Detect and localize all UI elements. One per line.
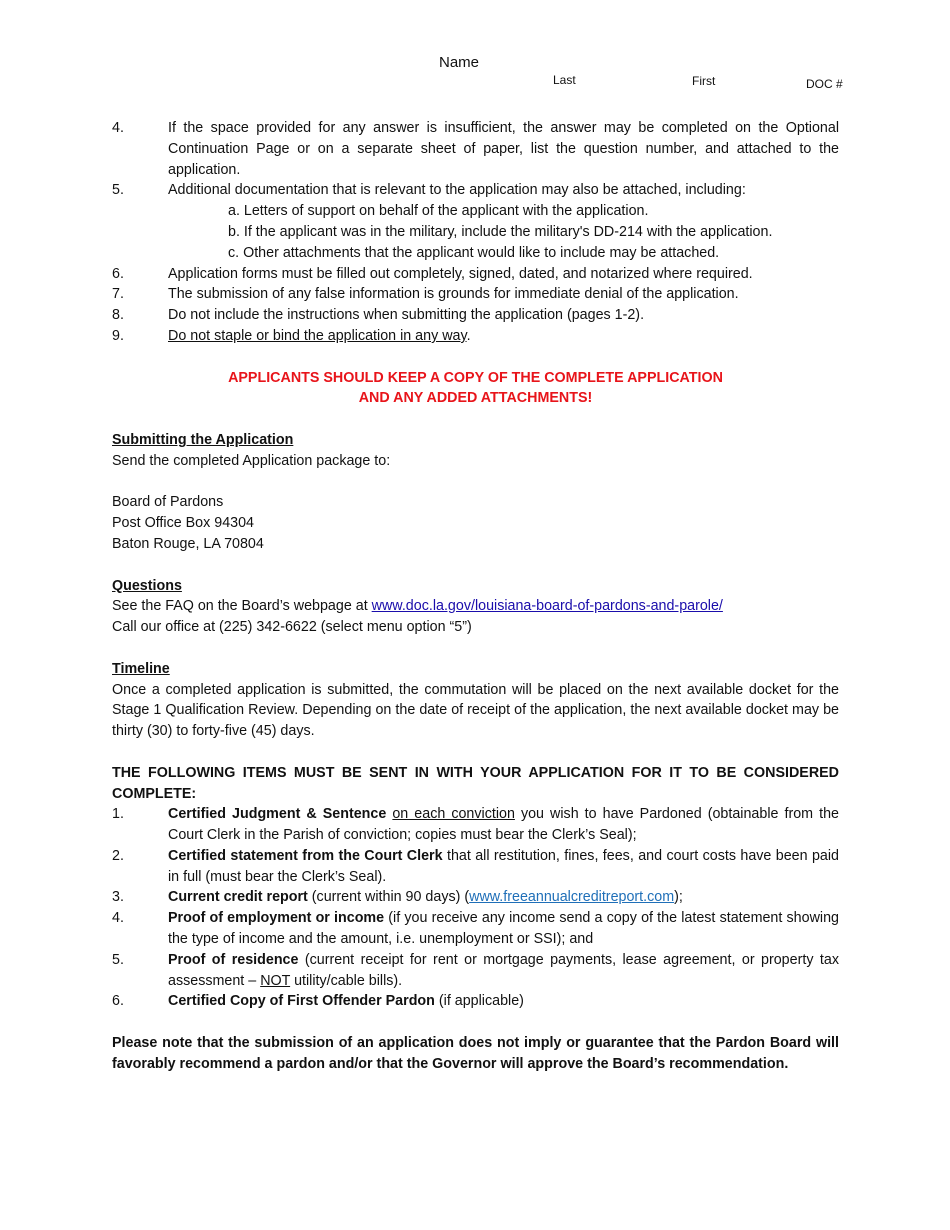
text-run: Proof of residence bbox=[168, 951, 299, 968]
timeline-heading: Timeline bbox=[112, 660, 170, 677]
text-run: you wish to have Pardoned (obtainable from the Court Clerk in the Parish of conviction; copies must bear the Clerk’s Seal); bbox=[168, 806, 840, 844]
item-number bbox=[112, 243, 168, 264]
item-text bbox=[168, 305, 839, 326]
doc-number-label: DOC # bbox=[806, 77, 843, 91]
item-text bbox=[168, 118, 839, 180]
item-text bbox=[168, 326, 839, 347]
list-item bbox=[112, 201, 839, 222]
text-run: Application forms must be filled out completely, signed, dated, and notarized where required. bbox=[168, 265, 753, 282]
warning-line-1: APPLICANTS SHOULD KEEP A COPY OF THE COMPLETE APPLICATION bbox=[228, 369, 723, 386]
text-run: Certified Judgment & Sentence bbox=[168, 806, 387, 823]
item-text bbox=[168, 243, 839, 264]
address-line: Post Office Box 94304 bbox=[112, 515, 254, 532]
list-item bbox=[112, 180, 839, 201]
text-run: (if applicable) bbox=[434, 993, 524, 1010]
item-text bbox=[168, 804, 839, 846]
faq-line bbox=[112, 596, 839, 617]
name-label: Name bbox=[439, 54, 480, 71]
item-number: 6. bbox=[112, 265, 124, 282]
credit-report-link[interactable]: www.freeannualcreditreport.com bbox=[469, 889, 675, 906]
list-item bbox=[112, 264, 839, 285]
address-line: Board of Pardons bbox=[112, 494, 224, 511]
text-run: (if you receive any income send a copy of the latest statement showing the type of income and the amount, i.e. unemployment or SSI); and bbox=[168, 910, 839, 948]
text-run: (current within 90 days) ( bbox=[307, 889, 470, 906]
required-items-list bbox=[112, 804, 839, 1012]
timeline-text: Once a completed application is submitted, the commutation will be placed on the next available docket for the Stage 1 Qualification Review. Depending on the date of receipt of the application, the next available docket may be thirty (30) to forty-five (45) days. bbox=[112, 681, 839, 740]
item-number: 4. bbox=[112, 910, 124, 927]
list-item bbox=[112, 222, 839, 243]
text-run: ); bbox=[674, 889, 683, 906]
item-number: 5. bbox=[112, 182, 124, 199]
text-run: that all restitution, fines, fees, and court costs have been paid in full (must bear the Clerk’s Seal). bbox=[168, 847, 839, 885]
item-number: 9. bbox=[112, 327, 124, 344]
text-run: The submission of any false information is grounds for immediate denial of the application. bbox=[168, 286, 739, 303]
text-run: NOT bbox=[260, 972, 291, 989]
call-line: Call our office at (225) 342-6622 (select menu option “5”) bbox=[112, 619, 472, 636]
item-text bbox=[168, 180, 839, 201]
item-text bbox=[168, 887, 839, 908]
item-number: 6. bbox=[112, 993, 124, 1010]
last-name-label: Last bbox=[553, 73, 576, 87]
text-run: (current receipt for rent or mortgage payments, lease agreement, or property tax assessment – bbox=[168, 951, 839, 989]
item-text bbox=[168, 264, 839, 285]
submitting-intro: Send the completed Application package to: bbox=[112, 452, 391, 469]
item-number bbox=[112, 201, 168, 222]
text-run: If the space provided for any answer is insufficient, the answer may be completed on the Optional Continuation Page or on a separate sheet of paper, list the question number, and attached to the application. bbox=[168, 120, 839, 178]
warning-line-2: AND ANY ADDED ATTACHMENTS! bbox=[358, 390, 593, 407]
list-item bbox=[112, 991, 839, 1012]
text-run: b. If the applicant was in the military, include the military's DD-214 with the application. bbox=[228, 223, 773, 240]
item-number bbox=[112, 222, 168, 243]
item-text bbox=[168, 991, 839, 1012]
item-number: 2. bbox=[112, 847, 124, 864]
document-body bbox=[112, 118, 839, 1075]
item-text bbox=[168, 908, 839, 950]
item-text bbox=[168, 950, 839, 992]
text-run: c. Other attachments that the applicant would like to include may be attached. bbox=[228, 244, 720, 261]
list-item bbox=[112, 846, 839, 888]
item-number: 1. bbox=[112, 806, 124, 823]
text-run: on each conviction bbox=[392, 806, 515, 823]
text-run: utility/cable bills). bbox=[290, 972, 403, 989]
text-run: . bbox=[466, 327, 471, 344]
address-line: Baton Rouge, LA 70804 bbox=[112, 535, 264, 552]
text-run: Do not include the instructions when submitting the application (pages 1-2). bbox=[168, 307, 645, 324]
list-item bbox=[112, 908, 839, 950]
first-name-label: First bbox=[692, 74, 716, 88]
item-number: 5. bbox=[112, 951, 124, 968]
list-item bbox=[112, 284, 839, 305]
disclaimer: Please note that the submission of an application does not imply or guarantee that the Pardon Board will favorably recommend a pardon and/or that the Governor will approve the Board’s recommendation. bbox=[112, 1035, 839, 1072]
text-run: Do not staple or bind the application in any way bbox=[168, 327, 467, 344]
text-run: Additional documentation that is relevant to the application may also be attached, including: bbox=[168, 182, 746, 199]
item-text bbox=[168, 284, 839, 305]
questions-heading: Questions bbox=[112, 577, 182, 594]
text-run: a. Letters of support on behalf of the applicant with the application. bbox=[228, 203, 649, 220]
list-item bbox=[112, 305, 839, 326]
submitting-heading: Submitting the Application bbox=[112, 431, 294, 448]
board-webpage-link[interactable]: www.doc.la.gov/louisiana-board-of-pardons-and-parole/ bbox=[371, 598, 723, 615]
list-item bbox=[112, 950, 839, 992]
list-item bbox=[112, 804, 839, 846]
list-item bbox=[112, 243, 839, 264]
item-text bbox=[168, 201, 839, 222]
item-number: 7. bbox=[112, 286, 124, 303]
text-run: Certified statement from the Court Clerk bbox=[168, 847, 443, 864]
text-run: Current credit report bbox=[168, 889, 308, 906]
item-text bbox=[168, 846, 839, 888]
required-items-heading: THE FOLLOWING ITEMS MUST BE SENT IN WITH YOUR APPLICATION FOR IT TO BE CONSIDERED COMPLETE: bbox=[112, 764, 839, 802]
instructions-list bbox=[112, 118, 839, 347]
text-run: Certified Copy of First Offender Pardon bbox=[168, 993, 435, 1010]
item-number: 4. bbox=[112, 120, 124, 136]
item-number: 8. bbox=[112, 307, 124, 324]
faq-text: See the FAQ on the Board’s webpage at bbox=[112, 598, 372, 615]
list-item bbox=[112, 326, 839, 347]
list-item bbox=[112, 118, 839, 180]
item-text bbox=[168, 222, 839, 243]
list-item bbox=[112, 887, 839, 908]
text-run: Proof of employment or income bbox=[168, 910, 385, 927]
item-number: 3. bbox=[112, 889, 124, 906]
